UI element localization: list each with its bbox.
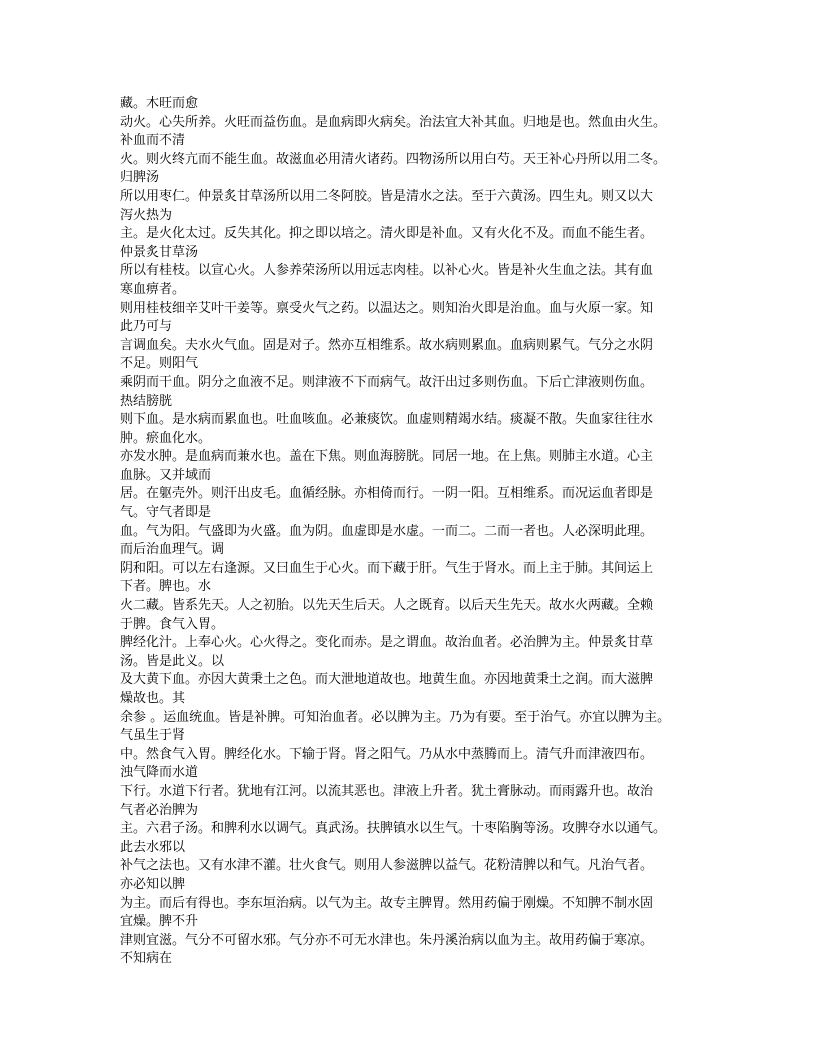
text-line: 乘阴而干血。阴分之血液不足。则津液不下而病气。故汗出过多则伤血。下后亡津液则伤血。 bbox=[120, 374, 654, 390]
text-line: 肿。瘀血化水。 bbox=[120, 430, 212, 446]
text-line: 归脾汤 bbox=[120, 170, 160, 186]
text-line: 则下血。是水病而累血也。吐血咳血。必兼痰饮。血虚则精竭水结。痰凝不散。失血家往往水 bbox=[120, 412, 654, 428]
text-line: 及大黄下血。亦因大黄秉土之色。而大泄地道故也。地黄生血。亦因地黄秉土之润。而大滋脾 bbox=[120, 672, 654, 688]
text-line: 补血而不清 bbox=[120, 133, 186, 149]
text-line: 火。则火终亢而不能生血。故滋血必用清火诸药。四物汤所以用白芍。天王补心丹所以用二冬。 bbox=[120, 151, 667, 167]
text-line: 藏。木旺而愈 bbox=[120, 96, 199, 111]
text-line: 不知病在 bbox=[120, 951, 173, 967]
text-line: 下行。水道下行者。犹地有江河。以流其恶也。津液上升者。犹土膏脉动。而雨露升也。故治 bbox=[120, 783, 654, 799]
text-line: 为主。而后有得也。李东垣治病。以气为主。故专主脾胃。然用药偏于刚燥。不知脾不制水固 bbox=[120, 895, 654, 911]
text-line: 主。是火化太过。反失其化。抑之即以培之。清火即是补血。又有火化不及。而血不能生者。 bbox=[120, 226, 654, 242]
text-line: 气。守气者即是 bbox=[120, 505, 212, 521]
text-line: 下者。脾也。水 bbox=[120, 579, 212, 595]
text-line: 脾经化汁。上奉心火。心火得之。变化而赤。是之谓血。故治血者。必治脾为主。仲景炙甘草 bbox=[120, 635, 654, 651]
text-line: 汤。皆是此义。以 bbox=[120, 653, 225, 669]
text-line: 所以用枣仁。仲景炙甘草汤所以用二冬阿胶。皆是清水之法。至于六黄汤。四生丸。则又以大 bbox=[120, 188, 654, 204]
text-line: 血。气为阳。气盛即为火盛。血为阴。血虚即是水虚。一而二。二而一者也。人必深明此理。 bbox=[120, 523, 654, 539]
text-line: 所以有桂枝。以宣心火。人参养荣汤所以用远志肉桂。以补心火。皆是补火生血之法。其有血 bbox=[120, 263, 654, 279]
text-line: 中。然食气入胃。脾经化水。下输于肾。肾之阳气。乃从水中蒸腾而上。清气升而津液四布。 bbox=[120, 746, 654, 762]
text-line: 于脾。食气入胃。 bbox=[120, 616, 225, 632]
text-line: 主。六君子汤。和脾利水以调气。真武汤。扶脾镇水以生气。十枣陷胸等汤。攻脾夺水以通气。 bbox=[120, 821, 667, 837]
text-line: 不足。则阳气 bbox=[120, 356, 199, 372]
text-line: 燥故也。其 bbox=[120, 691, 186, 706]
text-line: 此乃可与 bbox=[120, 319, 173, 335]
text-line: 仲景炙甘草汤 bbox=[120, 244, 199, 260]
text-line: 余参 。运血统血。皆是补脾。可知治血者。必以脾为主。乃为有要。至于治气。亦宜以脾为主。 bbox=[120, 709, 671, 725]
text-line: 亦发水肿。是血病而兼水也。盖在下焦。则血海膀胱。同居一地。在上焦。则肺主水道。心主 bbox=[120, 449, 654, 465]
text-line: 而后治血理气。调 bbox=[120, 542, 225, 558]
text-line: 火二藏。皆系先天。人之初胎。以先天生后天。人之既育。以后天生先天。故水火两藏。全赖 bbox=[120, 598, 654, 614]
text-line: 热结膀胱 bbox=[120, 393, 173, 409]
document-page bbox=[120, 95, 720, 969]
text-line: 泻火热为 bbox=[120, 207, 173, 223]
text-line: 气者必治脾为 bbox=[120, 802, 199, 818]
text-line: 居。在躯壳外。则汗出皮毛。血循经脉。亦相倚而行。一阴一阳。互相维系。而况运血者即是 bbox=[120, 486, 654, 502]
text-line: 此去水邪以 bbox=[120, 839, 186, 855]
text-line: 气虽生于肾 bbox=[120, 728, 186, 744]
text-line: 寒血痹者。 bbox=[120, 281, 186, 297]
text-line: 浊气降而水道 bbox=[120, 765, 199, 781]
text-line: 宜燥。脾不升 bbox=[120, 914, 199, 930]
text-line: 则用桂枝细辛艾叶干姜等。禀受火气之药。以温达之。则知治火即是治血。血与火原一家。知 bbox=[120, 300, 654, 316]
text-line: 阴和阳。可以左右逢源。又曰血生于心火。而下藏于肝。气生于肾水。而上主于肺。其间运上 bbox=[120, 560, 654, 576]
text-line: 言调血矣。夫水火气血。固是对子。然亦互相维系。故水病则累血。血病则累气。气分之水阴 bbox=[120, 337, 654, 353]
text-line: 津则宜滋。气分不可留水邪。气分亦不可无水津也。朱丹溪治病以血为主。故用药偏于寒凉。 bbox=[120, 932, 654, 948]
text-line: 动火。心失所养。火旺而益伤血。是血病即火病矣。治法宜大补其血。归地是也。然血由火生。 bbox=[120, 114, 667, 130]
text-line: 亦必知以脾 bbox=[120, 876, 186, 892]
text-line: 补气之法也。又有水津不灌。壮火食气。则用人参滋脾以益气。花粉清脾以和气。凡治气者。 bbox=[120, 858, 654, 874]
text-line: 血脉。又并域而 bbox=[120, 467, 212, 483]
